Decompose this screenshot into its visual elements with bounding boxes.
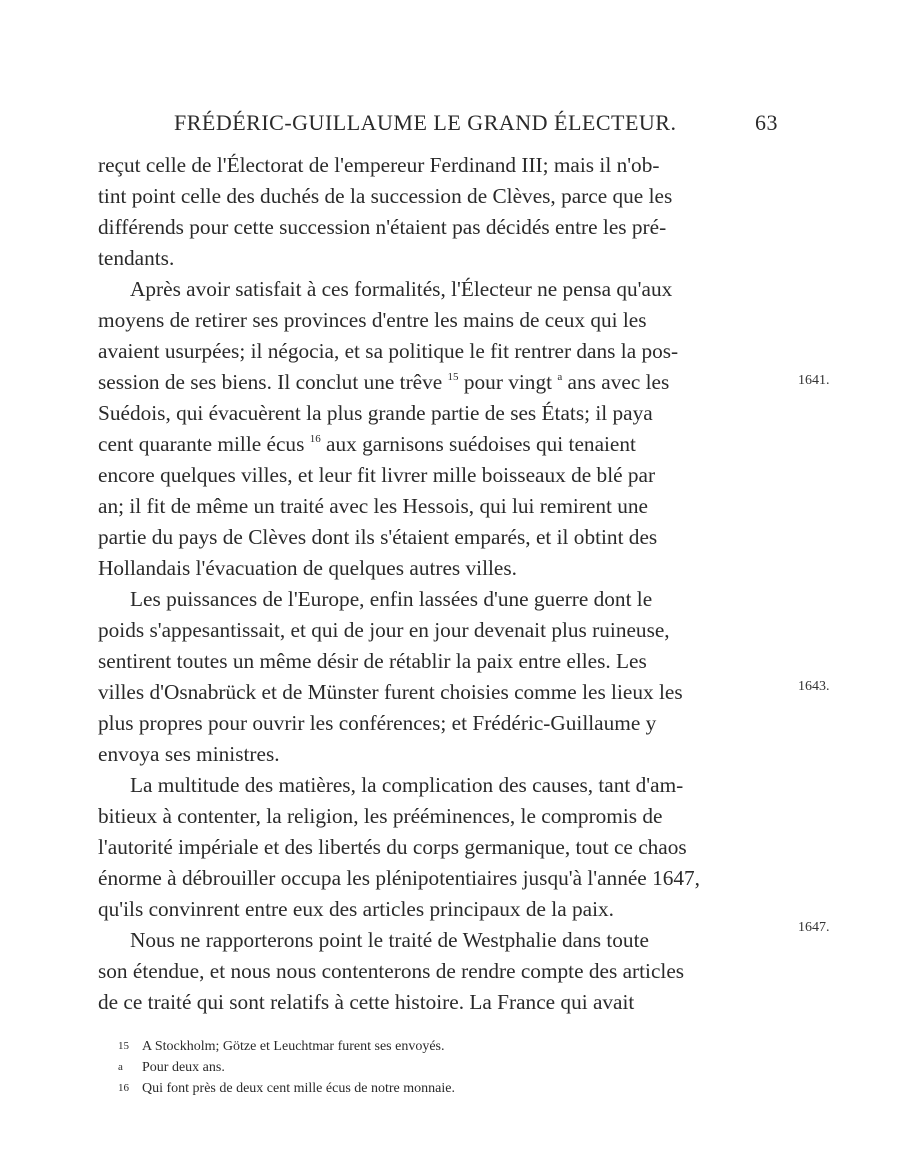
text-line: tendants.	[98, 246, 175, 270]
footnote-ref: a	[557, 371, 563, 383]
header-title: FRÉDÉRIC-GUILLAUME LE GRAND ÉLECTEUR.	[174, 110, 677, 135]
text-line: avaient usurpées; il négocia, et sa politique le fit rentrer dans la pos-	[98, 339, 679, 363]
running-header	[98, 110, 778, 140]
text-line: plus propres pour ouvrir les conférences; et Frédéric-Guillaume y	[98, 711, 657, 735]
footnote-text: Qui font près de deux cent mille écus de notre monnaie.	[142, 1081, 455, 1096]
text-line: reçut celle de l'Électorat de l'empereur Ferdinand III; mais il n'ob-	[98, 153, 660, 177]
footnote	[118, 1057, 758, 1078]
text-line: son étendue, et nous nous contenterons de rendre compte des articles	[98, 959, 685, 983]
main-text	[98, 150, 778, 1018]
text-line: envoya ses ministres.	[98, 742, 280, 766]
text-line: l'autorité impériale et des libertés du corps germanique, tout ce chaos	[98, 835, 687, 859]
text-line: Hollandais l'évacuation de quelques autres villes.	[98, 556, 518, 580]
text-line: villes d'Osnabrück et de Münster furent choisies comme les lieux les	[98, 680, 683, 704]
text-line: poids s'appesantissait, et qui de jour en jour devenait plus ruineuse,	[98, 618, 670, 642]
text-line: Les puissances de l'Europe, enfin lassées d'une guerre dont le	[130, 587, 653, 611]
page-number: 63	[755, 110, 778, 135]
footnote-marker: 16	[118, 1082, 129, 1094]
footnote-marker: a	[118, 1061, 123, 1073]
footnote-text: Pour deux ans.	[142, 1060, 225, 1075]
text-line: bitieux à contenter, la religion, les prééminences, le compromis de	[98, 804, 663, 828]
footnote-ref: 16	[309, 433, 321, 445]
margin-date: 1647.	[798, 920, 830, 935]
text-line: Après avoir satisfait à ces formalités, l'Électeur ne pensa qu'aux	[130, 277, 673, 301]
margin-date: 1641.	[798, 373, 830, 388]
text-line: encore quelques villes, et leur fit livrer mille boisseaux de blé par	[98, 463, 656, 487]
text-line: différends pour cette succession n'étaient pas décidés entre les pré-	[98, 215, 667, 239]
text-line: tint point celle des duchés de la succession de Clèves, parce que les	[98, 184, 673, 208]
text-line: an; il fit de même un traité avec les Hessois, qui lui remirent une	[98, 494, 649, 518]
footnote-marker: 15	[118, 1040, 129, 1052]
text-line: qu'ils convinrent entre eux des articles principaux de la paix.	[98, 897, 614, 921]
text-line: La multitude des matières, la complication des causes, tant d'am-	[130, 773, 684, 797]
margin-date: 1643.	[798, 679, 830, 694]
text-line: énorme à débrouiller occupa les plénipotentiaires jusqu'à l'année 1647,	[98, 866, 701, 890]
text-line: cent quarante mille écus $^{16}$ aux garnisons suédoises qui tenaient	[98, 432, 636, 456]
footnote-text: A Stockholm; Götze et Leuchtmar furent ses envoyés.	[142, 1039, 445, 1054]
footnotes	[118, 1036, 758, 1099]
footnote	[118, 1078, 758, 1099]
text-line: session de ses biens. Il conclut une trêve $^{15}$ pour vingt $^a$ ans avec les	[98, 370, 670, 394]
text-line: partie du pays de Clèves dont ils s'étaient emparés, et il obtint des	[98, 525, 658, 549]
footnote	[118, 1036, 758, 1057]
footnote-ref: 15	[447, 371, 459, 383]
text-line: de ce traité qui sont relatifs à cette histoire. La France qui avait	[98, 990, 635, 1014]
text-line: Suédois, qui évacuèrent la plus grande partie de ses États; il paya	[98, 401, 653, 425]
text-line: sentirent toutes un même désir de rétablir la paix entre elles. Les	[98, 649, 647, 673]
text-line: moyens de retirer ses provinces d'entre les mains de ceux qui les	[98, 308, 647, 332]
text-line: Nous ne rapporterons point le traité de Westphalie dans toute	[130, 928, 649, 952]
